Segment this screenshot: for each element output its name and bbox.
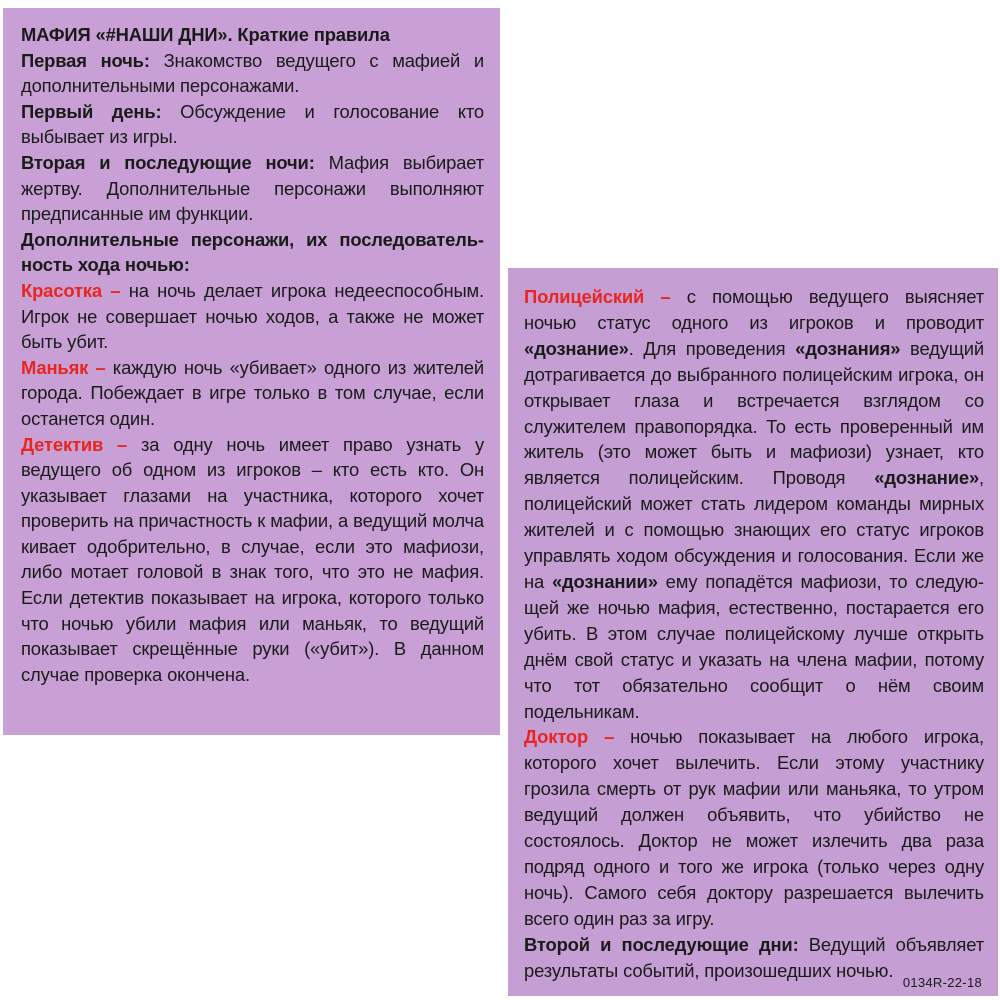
detective-paragraph	[21, 432, 484, 688]
beauty-paragraph	[21, 278, 484, 355]
first-day-text: Обсуждение и голосование кто выбывает из игры.	[21, 100, 484, 148]
rules-card-left	[3, 8, 500, 735]
maniac-text: каждую ночь «убивает» одного из жителей города. Побеждает в игре только в том случае, если останется один.	[21, 356, 485, 429]
beauty-text: на ночь делает игрока недееспособным. Игрок не совершает ночью ходов, а также не может быть убит.	[21, 279, 484, 353]
detective-text: за одну ночь имеет право узнать у ведущего об одном из игроков – кто есть кто. Он указывает глазами на участника, которого хочет проверить на причастность к мафии, а ведущий молча кивает одобрительно, в случае, если это мафиози, либо мотает головой в знак того, что это не мафия. Если детектив показывает на игрока, которого только что ночью убили мафия или маньяк, то ведущий показывает скрещённые руки («убит»). В данном случае проверка окончена.	[21, 433, 484, 685]
rules-title-text: МАФИЯ «#НАШИ ДНИ». Краткие правила	[21, 24, 390, 45]
inquiry-term-1: «дознание»	[524, 337, 629, 359]
first-day-paragraph	[21, 99, 484, 150]
next-nights-paragraph	[21, 150, 484, 227]
first-night-label: Первая ночь:	[21, 49, 150, 71]
extra-characters-heading	[21, 227, 484, 278]
police-text-5: ему попадётся мафиози, то следующей же ночью мафия, естественно, постарается его убить. В этом случае полицейскому лучше открыть днём свой статус и указать на члена мафии, потому что тот обязательно сообщит о нём своим подельникам.	[524, 570, 984, 722]
doctor-text: ночью показывает на любого игрока, которого хочет вылечить. Если этому участнику грозила смерть от рук мафии или маньяка, то утром ведущий должен объявить, что убийство не состоялось. Доктор не может излечить два раза подряд одного и того же игрока (только через одну ночь). Самого себя доктору разрешается вылечить всего один раз за игру.	[524, 726, 984, 929]
first-night-paragraph	[21, 48, 484, 99]
inquiry-term-2: «дознания»	[795, 337, 901, 359]
inquiry-term-4: «дознании»	[551, 570, 658, 592]
next-nights-text: Мафия выбирает жертву. Дополнительные персонажи выполняют предписанные им функции.	[21, 151, 484, 225]
extra-characters-label: Дополнительные персонажи, их последовательность хода ночью:	[21, 228, 484, 276]
next-days-label: Второй и последующие дни:	[524, 933, 799, 955]
detective-name: Детектив –	[21, 433, 128, 455]
first-day-label: Первый день:	[21, 100, 162, 122]
inquiry-term-3: «дознание»	[874, 467, 980, 489]
police-text-4: , полицейский может стать лидером команды мирных жителей и с помощью знающих его статус игроков управлять ходом обсуждения и голосования. Если же на	[524, 467, 984, 592]
next-days-text: Ведущий объявляет результаты событий, произошедших ночью.	[524, 933, 984, 981]
doctor-name: Доктор –	[524, 726, 615, 748]
beauty-name: Красотка –	[21, 279, 121, 301]
rules-card-right	[508, 268, 998, 996]
police-text-2: . Для проведения	[628, 337, 796, 359]
police-text-3: ведущий дотрагивается до выбранного полицейским игрока, он открывает глаза и встречается взглядом со служителем правопорядка. То есть проверенный им житель (это может быть и мафиози) узнает, кто является полицейским. Проводя	[524, 337, 985, 489]
police-text-1: с помощью ведущего выясняет ночью статус одного из игроков и проводит	[524, 286, 984, 333]
maniac-paragraph	[21, 355, 484, 432]
maniac-name: Маньяк –	[21, 356, 106, 378]
product-code: 0134R-22-18	[902, 975, 982, 990]
doctor-paragraph	[524, 724, 984, 931]
first-night-text: Знакомство ведущего с мафией и дополнительными персонажами.	[21, 49, 484, 97]
rules-title	[21, 22, 484, 48]
next-nights-label: Вторая и последующие ночи:	[21, 151, 315, 173]
police-paragraph	[524, 284, 984, 724]
police-name: Полицейский –	[524, 286, 671, 307]
